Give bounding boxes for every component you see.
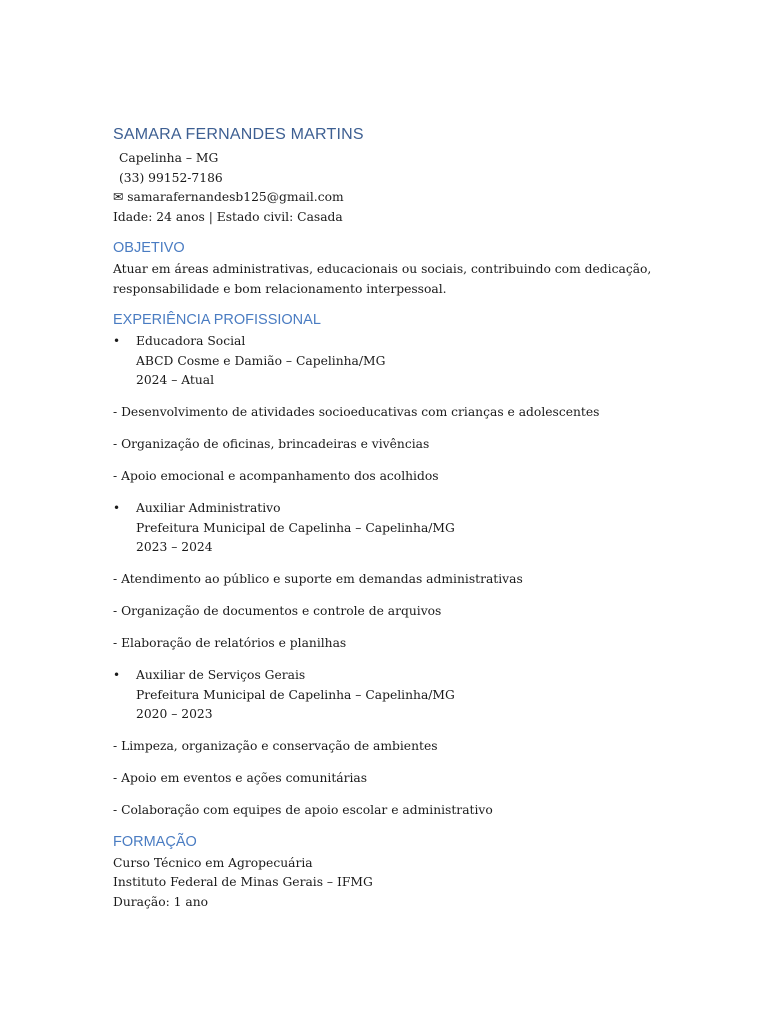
bullet-icon: • (113, 501, 121, 515)
resume-page (113, 124, 673, 912)
job-duty: - Elaboração de relatórios e planilhas (113, 636, 347, 650)
objective-line: responsabilidade e bom relacionamento interpessoal. (113, 281, 447, 296)
education-duration: Duração: 1 ano (113, 894, 209, 909)
job-entry (113, 666, 673, 725)
job-organization: Prefeitura Municipal de Capelinha – Capelinha/MG (136, 687, 455, 702)
job-duty: - Organização de oficinas, brincadeiras e vivências (113, 437, 430, 451)
job-role: Auxiliar Administrativo (136, 501, 281, 515)
phone-text: (33) 99152-7186 (119, 170, 223, 185)
email-text: samarafernandesb125@gmail.com (127, 190, 344, 204)
bullet-icon: • (113, 334, 121, 348)
education-institution: Instituto Federal de Minas Gerais – IFMG (113, 875, 373, 889)
job-organization: ABCD Cosme e Damião – Capelinha/MG (136, 353, 386, 368)
objective-line: Atuar em áreas administrativas, educacionais ou sociais, contribuindo com dedicação, (113, 262, 652, 276)
job-duty: - Apoio em eventos e ações comunitárias (113, 771, 368, 785)
job-entry (113, 499, 673, 558)
mail-icon: ✉ (113, 190, 124, 204)
job-duty: - Limpeza, organização e conservação de ambientes (113, 739, 438, 753)
experience-section (113, 310, 673, 821)
email-line (113, 188, 673, 208)
location-text: Capelinha – MG (119, 151, 219, 165)
job-period: 2023 – 2024 (136, 540, 213, 554)
job-role: Educadora Social (136, 334, 246, 348)
job-entry (113, 332, 673, 391)
job-role: Auxiliar de Serviços Gerais (136, 668, 306, 682)
experience-heading: EXPERIÊNCIA PROFISSIONAL (113, 312, 321, 328)
education-heading: FORMAÇÃO (113, 833, 197, 850)
education-section (113, 832, 673, 913)
job-duty: - Atendimento ao público e suporte em demandas administrativas (113, 572, 523, 586)
job-period: 2020 – 2023 (136, 707, 213, 721)
job-duty: - Apoio emocional e acompanhamento dos acolhidos (113, 469, 439, 483)
objective-heading: OBJETIVO (113, 240, 185, 256)
job-organization: Prefeitura Municipal de Capelinha – Capelinha/MG (136, 520, 455, 535)
personal-details: Idade: 24 anos | Estado civil: Casada (113, 209, 343, 224)
education-course: Curso Técnico em Agropecuária (113, 855, 313, 870)
job-duty: - Organização de documentos e controle de arquivos (113, 604, 442, 618)
job-period: 2024 – Atual (136, 373, 215, 387)
bullet-icon: • (113, 668, 121, 682)
job-duty: - Desenvolvimento de atividades socioeducativas com crianças e adolescentes (113, 405, 600, 419)
job-duty: - Colaboração com equipes de apoio escolar e administrativo (113, 803, 493, 817)
objective-section (113, 238, 673, 299)
candidate-name: SAMARA FERNANDES MARTINS (113, 126, 364, 143)
